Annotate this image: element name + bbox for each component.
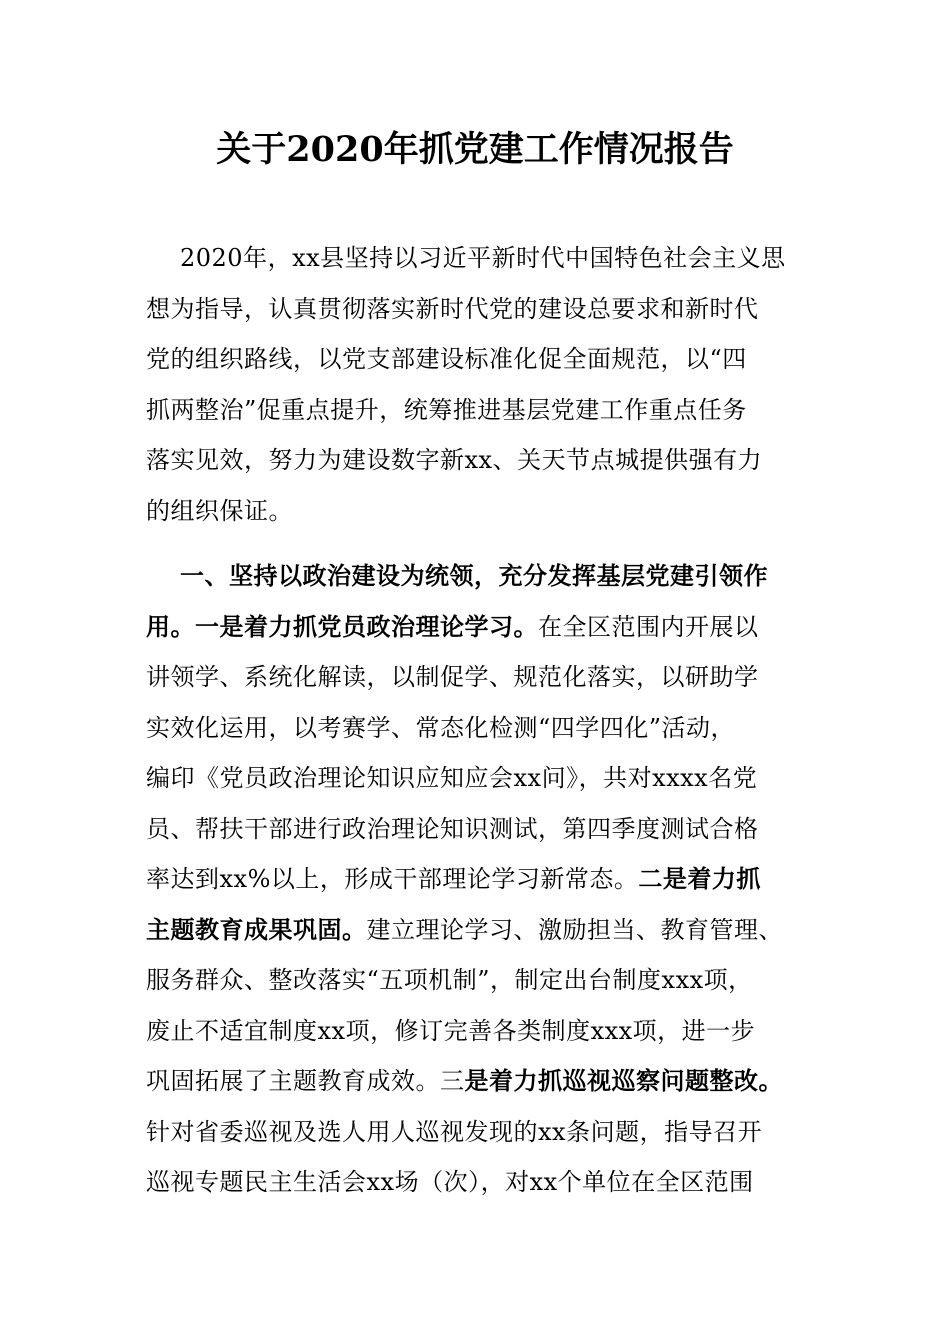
paragraph-line [146, 1056, 826, 1107]
paragraph-line: 的组织保证。 [146, 496, 293, 525]
paragraph-line: 员、帮扶干部进行政治理论知识测试，第四季度测试合格 [146, 814, 759, 843]
paragraph-line: 服务群众、整改落实“五项机制”，制定出台制度xxx项， [146, 966, 753, 994]
line-text: 巩固拓展了主题教育成效。三 [146, 1067, 465, 1095]
paragraph-line [146, 905, 826, 956]
paragraph-line: 针对省委巡视及选人用人巡视发现的xx条问题，指导召开 [146, 1117, 763, 1146]
paragraph-line: 实效化运用，以考赛学、常态化检测“四学四化”活动， [146, 713, 736, 742]
paragraph-line [146, 854, 826, 905]
paragraph-line: 2020年，xx县坚持以习近平新时代中国特色社会主义思 [180, 244, 786, 272]
line-text: 建立理论学习、激励担当、教育管理、 [366, 915, 783, 944]
paragraph-line: 党的组织路线，以党支部建设标准化促全面规范，以“四 [146, 345, 747, 373]
paragraph-line: 想为指导，认真贯彻落实新时代党的建设总要求和新时代 [146, 294, 759, 323]
bold-phrase: 是着力抓巡视巡察问题整改。 [464, 1066, 783, 1095]
paragraph-line [146, 602, 826, 653]
paragraph-line: 讲领学、系统化解读，以制促学、规范化落实，以研助学 [146, 663, 759, 691]
paragraph-line: 巡视专题民主生活会xx场（次），对xx个单位在全区范围 [146, 1168, 754, 1196]
document-title: 关于2020年抓党建工作情况报告 [216, 129, 734, 170]
paragraph-line: 落实见效，努力为建设数字新xx、关天节点城提供强有力 [146, 446, 763, 474]
bold-phrase: 用。一是着力抓党员政治理论学习。 [146, 611, 538, 641]
paragraph-line: 废止不适宜制度xx项，修订完善各类制度xxx项，进一步 [146, 1016, 756, 1045]
section-heading-line [146, 551, 826, 602]
section-one-paragraph [146, 551, 826, 1208]
bold-phrase: 二是着力抓 [638, 864, 761, 893]
paragraph-line: 抓两整治”促重点提升，统筹推进基层党建工作重点任务 [146, 395, 747, 424]
intro-paragraph [146, 233, 826, 536]
paragraph-line: 编印《党员政治理论知识应知应会xx问》，共对xxxx名党 [146, 764, 758, 792]
bold-phrase: 主题教育成果巩固。 [146, 914, 367, 944]
section-heading-text: 一、坚持以政治建设为统领，充分发挥基层党建引领作 [180, 561, 768, 590]
line-text: 率达到xx%以上，形成干部理论学习新常态。 [146, 865, 639, 893]
line-text: 在全区范围内开展以 [538, 612, 759, 641]
